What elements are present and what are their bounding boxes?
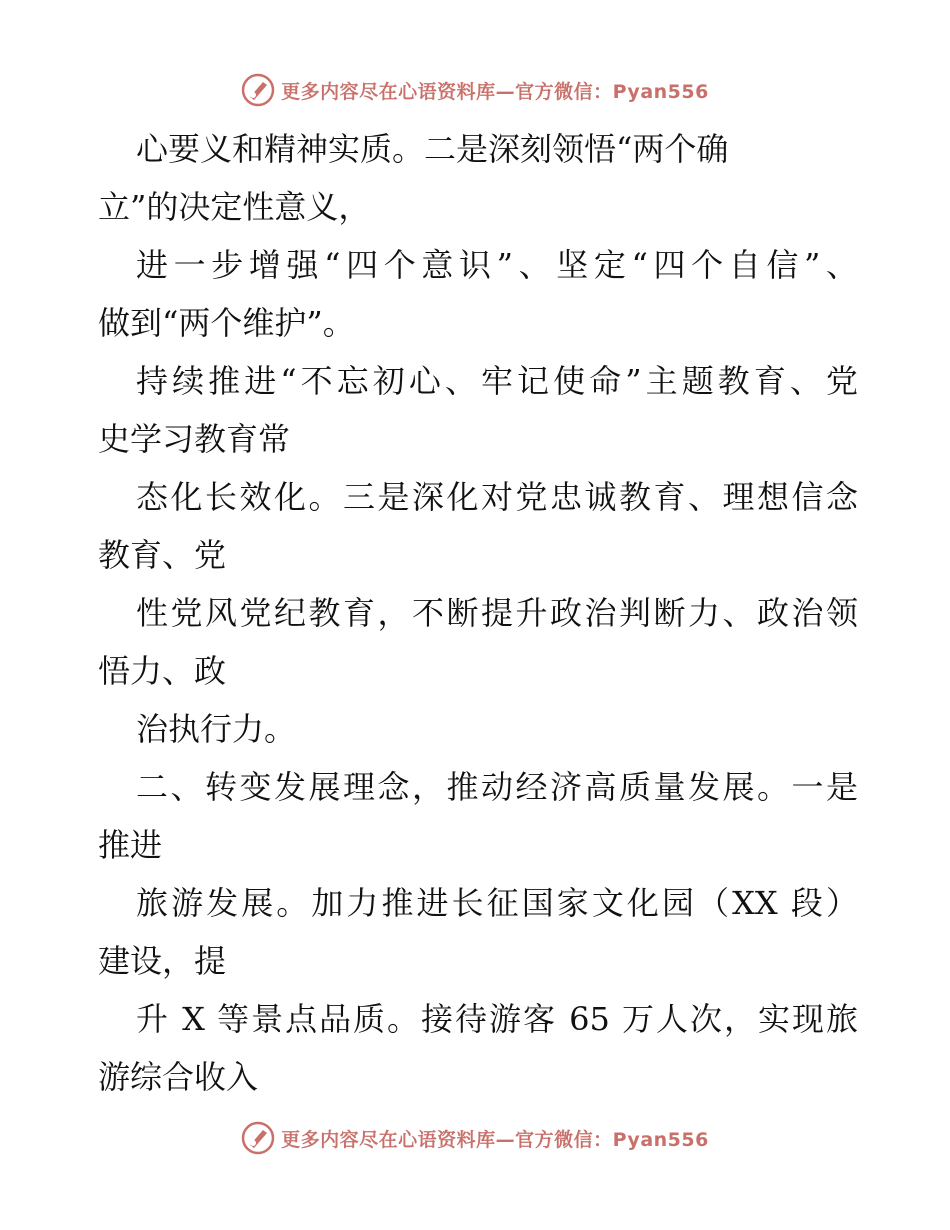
text-line: 旅游发展。加力推进长征国家文化园（XX 段） [136,884,858,922]
text-line: 推进 [98,826,163,864]
watermark-header [0,70,950,110]
text-line: 史学习教育常 [98,420,291,458]
pen-logo-icon [241,73,275,107]
text-line: 进一步增强“四个意识”、坚定“四个自信”、 [136,246,858,284]
text-line: 二、转变发展理念，推动经济高质量发展。一是 [136,768,858,806]
text-line: 教育、党 [98,536,227,574]
document-body [98,120,858,1106]
watermark-text: 更多内容尽在心语资料库—官方微信：Pyan556 [281,1128,709,1151]
watermark-footer [0,1118,950,1158]
text-line: 性党风党纪教育，不断提升政治判断力、政治领 [136,594,858,632]
text-line: 升 X 等景点品质。接待游客 65 万人次，实现旅 [136,1000,858,1038]
text-line: 态化长效化。三是深化对党忠诚教育、理想信念 [136,478,858,516]
text-line: 立”的决定性意义， [98,188,371,226]
text-line: 建设，提 [98,942,227,980]
text-line: 悟力、政 [98,652,227,690]
text-line: 游综合收入 [98,1058,259,1096]
text-line: 持续推进“不忘初心、牢记使命”主题教育、党 [136,362,858,400]
pen-logo-icon [241,1121,275,1155]
text-line: 心要义和精神实质。二是深刻领悟“两个确 [136,130,729,168]
text-line: 做到“两个维护”。 [98,304,355,342]
text-line: 治执行力。 [136,710,297,748]
watermark-text: 更多内容尽在心语资料库—官方微信：Pyan556 [281,80,709,103]
